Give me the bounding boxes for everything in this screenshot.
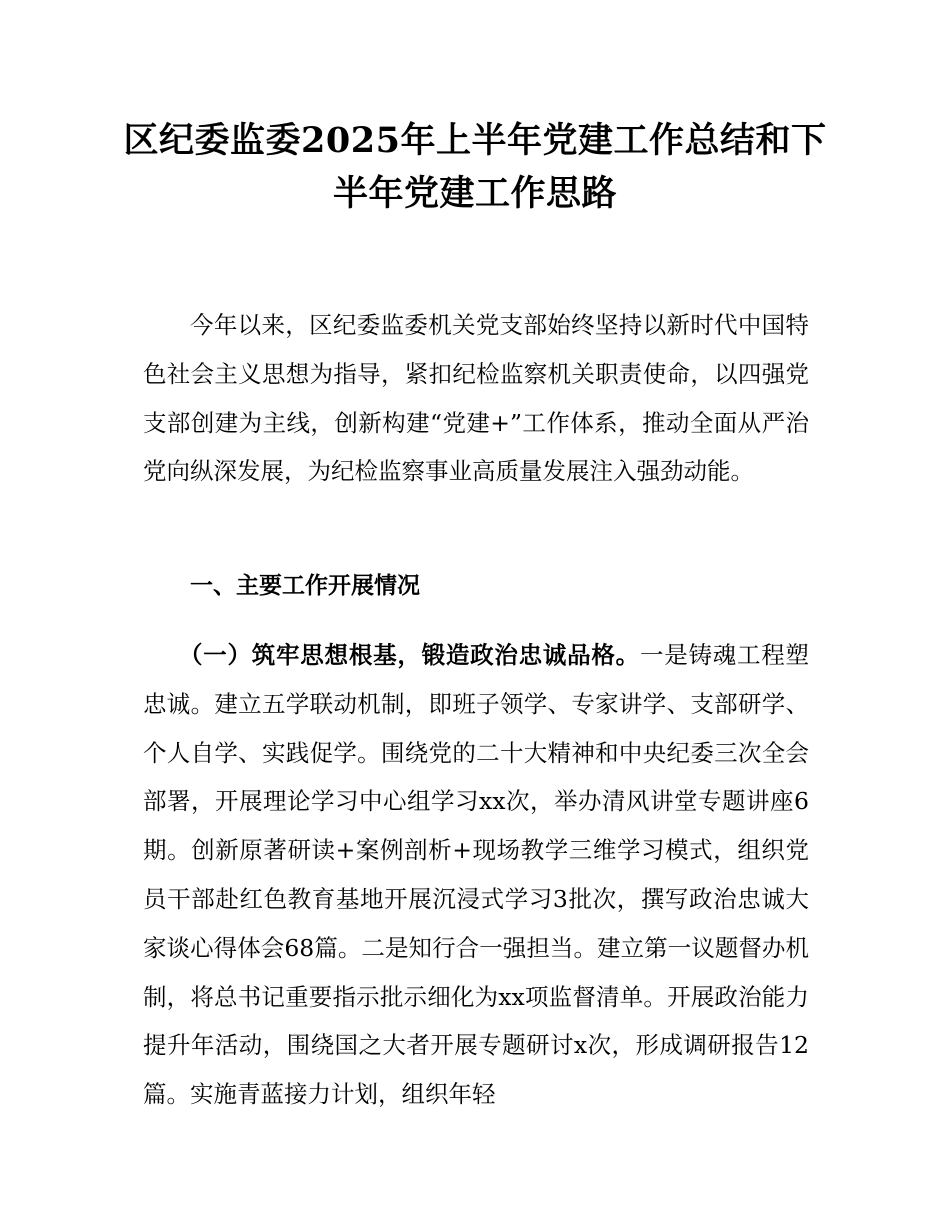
document-title xyxy=(120,114,830,220)
title-line-1: 区纪委监委2025年上半年党建工作总结和下 xyxy=(123,120,827,161)
subsection-body: 一是铸魂工程塑忠诚。建立五学联动机制，即班子领学、专家讲学、支部研学、个人自学、实践促学。围绕党的二十大精神和中央纪委三次全会部署，开展理论学习中心组学习xx次，举办清风讲堂专题讲座6期。创新原著研读+案例剖析+现场教学三维学习模式，组织党员干部赴红色教育基地开展沉浸式学习3批次，撰写政治忠诚大家谈心得体会68篇。二是知行合一强担当。建立第一议题督办机制，将总书记重要指示批示细化为xx项监督清单。开展政治能力提升年活动，围绕国之大者开展专题研讨x次，形成调研报告12篇。实施青蓝接力计划，组织年轻 xyxy=(143,641,810,1109)
title-line-2: 半年党建工作思路 xyxy=(332,173,617,214)
subsection-heading: （一）筑牢思想根基，锻造政治忠诚品格。 xyxy=(179,641,640,669)
intro-paragraph: 今年以来，区纪委监委机关党支部始终坚持以新时代中国特色社会主义思想为指导，紧扣纪检监察机关职责使命，以四强党支部创建为主线，创新构建“党建+”工作体系，推动全面从严治党向纵深发展，为纪检监察事业高质量发展注入强劲动能。 xyxy=(143,311,809,486)
subsection-paragraph xyxy=(143,631,809,1119)
section-heading: 一、主要工作开展情况 xyxy=(190,573,420,599)
